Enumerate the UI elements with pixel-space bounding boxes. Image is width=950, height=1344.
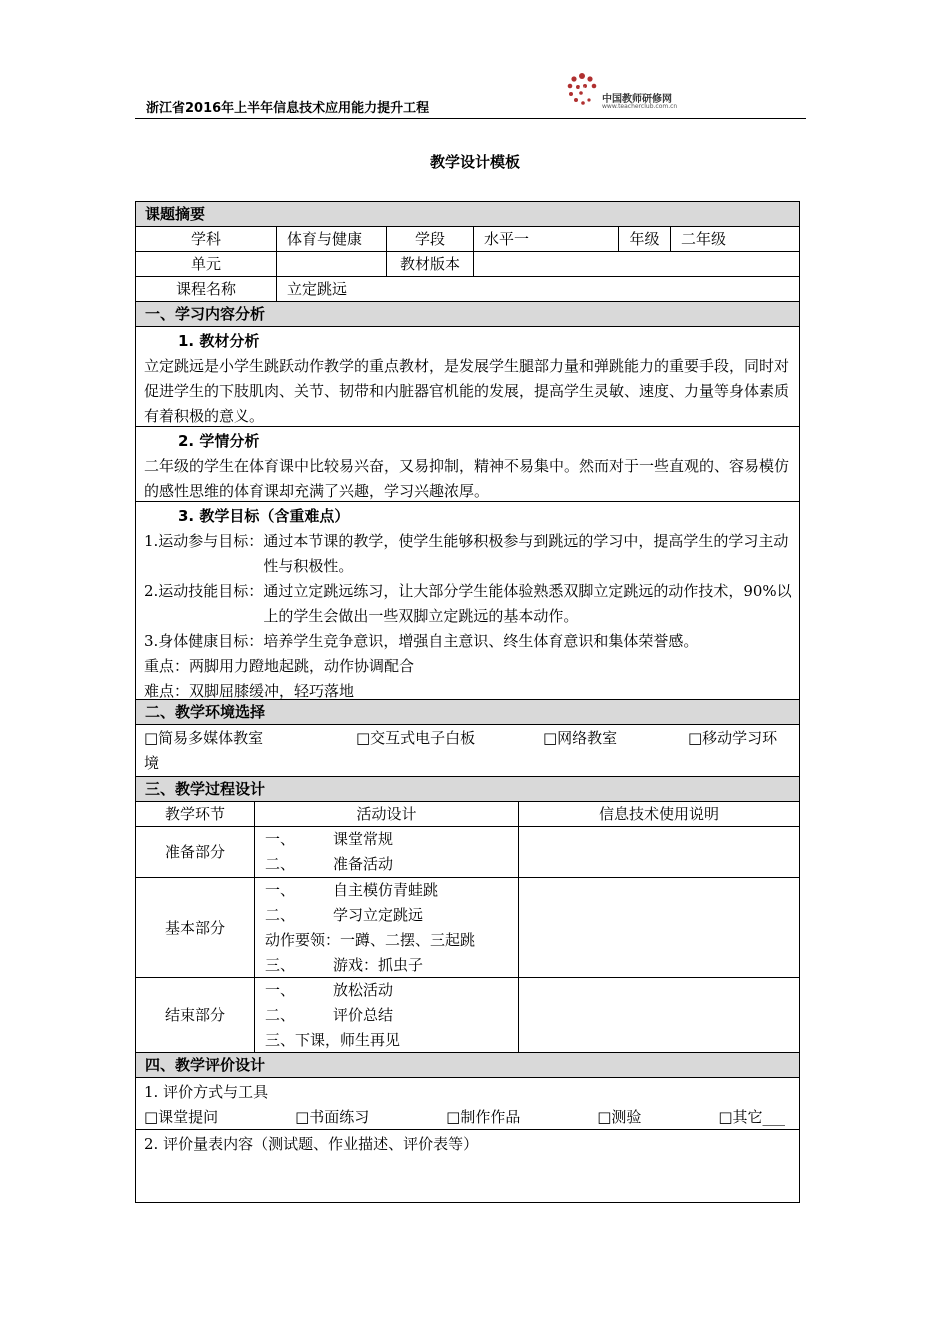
- section-process: 三、教学过程设计: [136, 777, 799, 802]
- logo-flower-icon: [562, 70, 602, 110]
- activity-text: 准备活动: [333, 855, 394, 873]
- course-value[interactable]: 立定跳远: [287, 280, 348, 298]
- grade-value[interactable]: 二年级: [681, 230, 727, 248]
- env-option-multimedia[interactable]: □简易多媒体教室: [144, 729, 264, 747]
- stage-value[interactable]: 水平一: [474, 227, 619, 251]
- section-environment: 二、教学环境选择: [136, 700, 799, 725]
- activity-cell: [255, 878, 519, 977]
- activity-num: 二、: [265, 855, 296, 873]
- summary-row-2: [136, 252, 799, 277]
- goal-label: 2.运动技能目标：: [144, 582, 264, 600]
- activity-line: [265, 1028, 518, 1052]
- difficulty: 难点：双脚屈膝缓冲，轻巧落地: [144, 682, 355, 700]
- unit-label: 单元: [136, 252, 277, 276]
- material-text: 立定跳远是小学生跳跃动作教学的重点教材，是发展学生腿部力量和弹跳能力的重要手段，同时对促进学生的下肢肌肉、关节、韧带和内脏器官机能的发展，提高学生灵敏、速度、力量等身体素质有着积极的意义。: [144, 357, 790, 425]
- activity-line: [265, 903, 518, 928]
- material-title: 1. 教材分析: [178, 332, 260, 350]
- stage-label: 学段: [387, 227, 474, 251]
- activity-num: 一、: [265, 981, 296, 999]
- activity-line: [265, 852, 518, 877]
- activity-text: 课堂常规: [333, 830, 394, 848]
- goal-title: 3. 教学目标（含重难点）: [178, 507, 350, 525]
- learner-title: 2. 学情分析: [178, 432, 260, 450]
- goal-item: [144, 629, 793, 654]
- activity-line: [265, 878, 518, 903]
- method-option-question[interactable]: □课堂提问: [144, 1108, 219, 1126]
- process-row-prep: [136, 827, 799, 878]
- svg-text:中: 中: [579, 86, 586, 93]
- summary-row-3: [136, 277, 799, 302]
- it-cell[interactable]: [519, 978, 799, 1052]
- environment-options: [136, 725, 799, 777]
- header-title: 浙江省2016年上半年信息技术应用能力提升工程: [146, 101, 430, 116]
- environment-option-list: [136, 726, 799, 751]
- method-option-written[interactable]: □书面练习: [295, 1108, 370, 1126]
- activity-num: 二、: [265, 1006, 296, 1024]
- learner-analysis: [136, 427, 799, 502]
- course-label: 课程名称: [136, 277, 277, 301]
- it-cell[interactable]: [519, 878, 799, 977]
- activity-text: 放松活动: [333, 981, 394, 999]
- goal-item: [144, 579, 793, 629]
- activity-line: [265, 978, 518, 1003]
- logo-url: www.teacherclub.com.cn: [602, 103, 678, 110]
- activity-line: [265, 953, 518, 977]
- document-title: 教学设计模板: [429, 153, 520, 171]
- stage-cell: 准备部分: [136, 827, 255, 877]
- env-option-mobile[interactable]: □移动学习环: [688, 729, 778, 747]
- stage-cell: 结束部分: [136, 978, 255, 1052]
- process-header-row: [136, 802, 799, 827]
- goal-text: 通过本节课的教学，使学生能够积极参与到跳远的学习中，提高学生的学习主动性与积极性。: [263, 532, 789, 575]
- env-option-whiteboard[interactable]: □交互式电子白板: [356, 729, 476, 747]
- grade-label: 年级: [619, 227, 671, 251]
- activity-line: [265, 1003, 518, 1028]
- method-option-test[interactable]: □测验: [597, 1108, 642, 1126]
- section-evaluation: 四、教学评价设计: [136, 1053, 799, 1078]
- activity-text: 动作要领：一蹲、二摆、三起跳: [265, 931, 476, 949]
- activity-num: 一、: [265, 881, 296, 899]
- learner-text: 二年级的学生在体育课中比较易兴奋，又易抑制，精神不易集中。然而对于一些直观的、容易模仿的感性思维的体育课却充满了兴趣，学习兴趣浓厚。: [144, 457, 790, 500]
- method-option-other[interactable]: □其它___: [718, 1108, 785, 1126]
- textbook-label: 教材版本: [387, 252, 474, 276]
- goal-item: [144, 529, 793, 579]
- activity-num: 三、: [265, 956, 296, 974]
- method-option-work[interactable]: □制作作品: [446, 1108, 521, 1126]
- activity-cell: [255, 978, 519, 1052]
- activity-text: 评价总结: [333, 1006, 394, 1024]
- activity-text: 游戏：抓虫子: [333, 956, 424, 974]
- activity-num: 二、: [265, 906, 296, 924]
- col-it-header: 信息技术使用说明: [598, 805, 719, 823]
- goal-label: 1.运动参与目标：: [144, 532, 264, 550]
- subject-value[interactable]: 体育与健康: [277, 227, 387, 251]
- activity-line: [265, 928, 518, 953]
- activity-text: 三、下课，师生再见: [265, 1031, 401, 1049]
- summary-row-1: [136, 227, 799, 252]
- unit-value[interactable]: [277, 252, 387, 276]
- env-option-network[interactable]: □网络教室: [543, 729, 618, 747]
- process-row-basic: [136, 878, 799, 978]
- activity-text: 自主模仿青蛙跳: [333, 881, 439, 899]
- teacherclub-logo: [562, 70, 712, 110]
- goal-text: 通过立定跳远练习，让大部分学生能体验熟悉双脚立定跳远的动作技术，90%以上的学生会做出一些双脚立定跳远的基本动作。: [263, 582, 792, 625]
- section-analysis: 一、学习内容分析: [136, 302, 799, 327]
- activity-text: 学习立定跳远: [333, 906, 424, 924]
- col-activity-header: 活动设计: [255, 802, 519, 826]
- evaluation-scale: [136, 1130, 799, 1203]
- key-point: 重点：两脚用力蹬地起跳，动作协调配合: [144, 657, 415, 675]
- evaluation-methods: [136, 1078, 799, 1130]
- section-summary: 课题摘要: [136, 202, 799, 227]
- col-stage-header: 教学环节: [136, 802, 255, 826]
- activity-cell: [255, 827, 519, 877]
- env-option-overflow: 境: [144, 754, 160, 772]
- logo-text: 中国教师研修网: [602, 94, 672, 105]
- material-analysis: [136, 327, 799, 427]
- textbook-value[interactable]: [474, 252, 799, 276]
- activity-num: 一、: [265, 830, 296, 848]
- method-title: 1. 评价方式与工具: [144, 1083, 269, 1101]
- activity-line: [265, 827, 518, 852]
- process-row-end: [136, 978, 799, 1053]
- stage-cell: 基本部分: [136, 878, 255, 977]
- lesson-plan-table: [135, 201, 800, 1203]
- scale-title: 2. 评价量表内容（测试题、作业描述、评价表等）: [144, 1135, 479, 1153]
- it-cell[interactable]: [519, 827, 799, 877]
- teaching-goals: [136, 502, 799, 700]
- page-header: [135, 66, 806, 119]
- goal-label: 3.身体健康目标：: [144, 632, 264, 650]
- method-options: [144, 1105, 793, 1130]
- goal-text: 培养学生竞争意识，增强自主意识、终生体育意识和集体荣誉感。: [263, 632, 699, 650]
- subject-label: 学科: [136, 227, 277, 251]
